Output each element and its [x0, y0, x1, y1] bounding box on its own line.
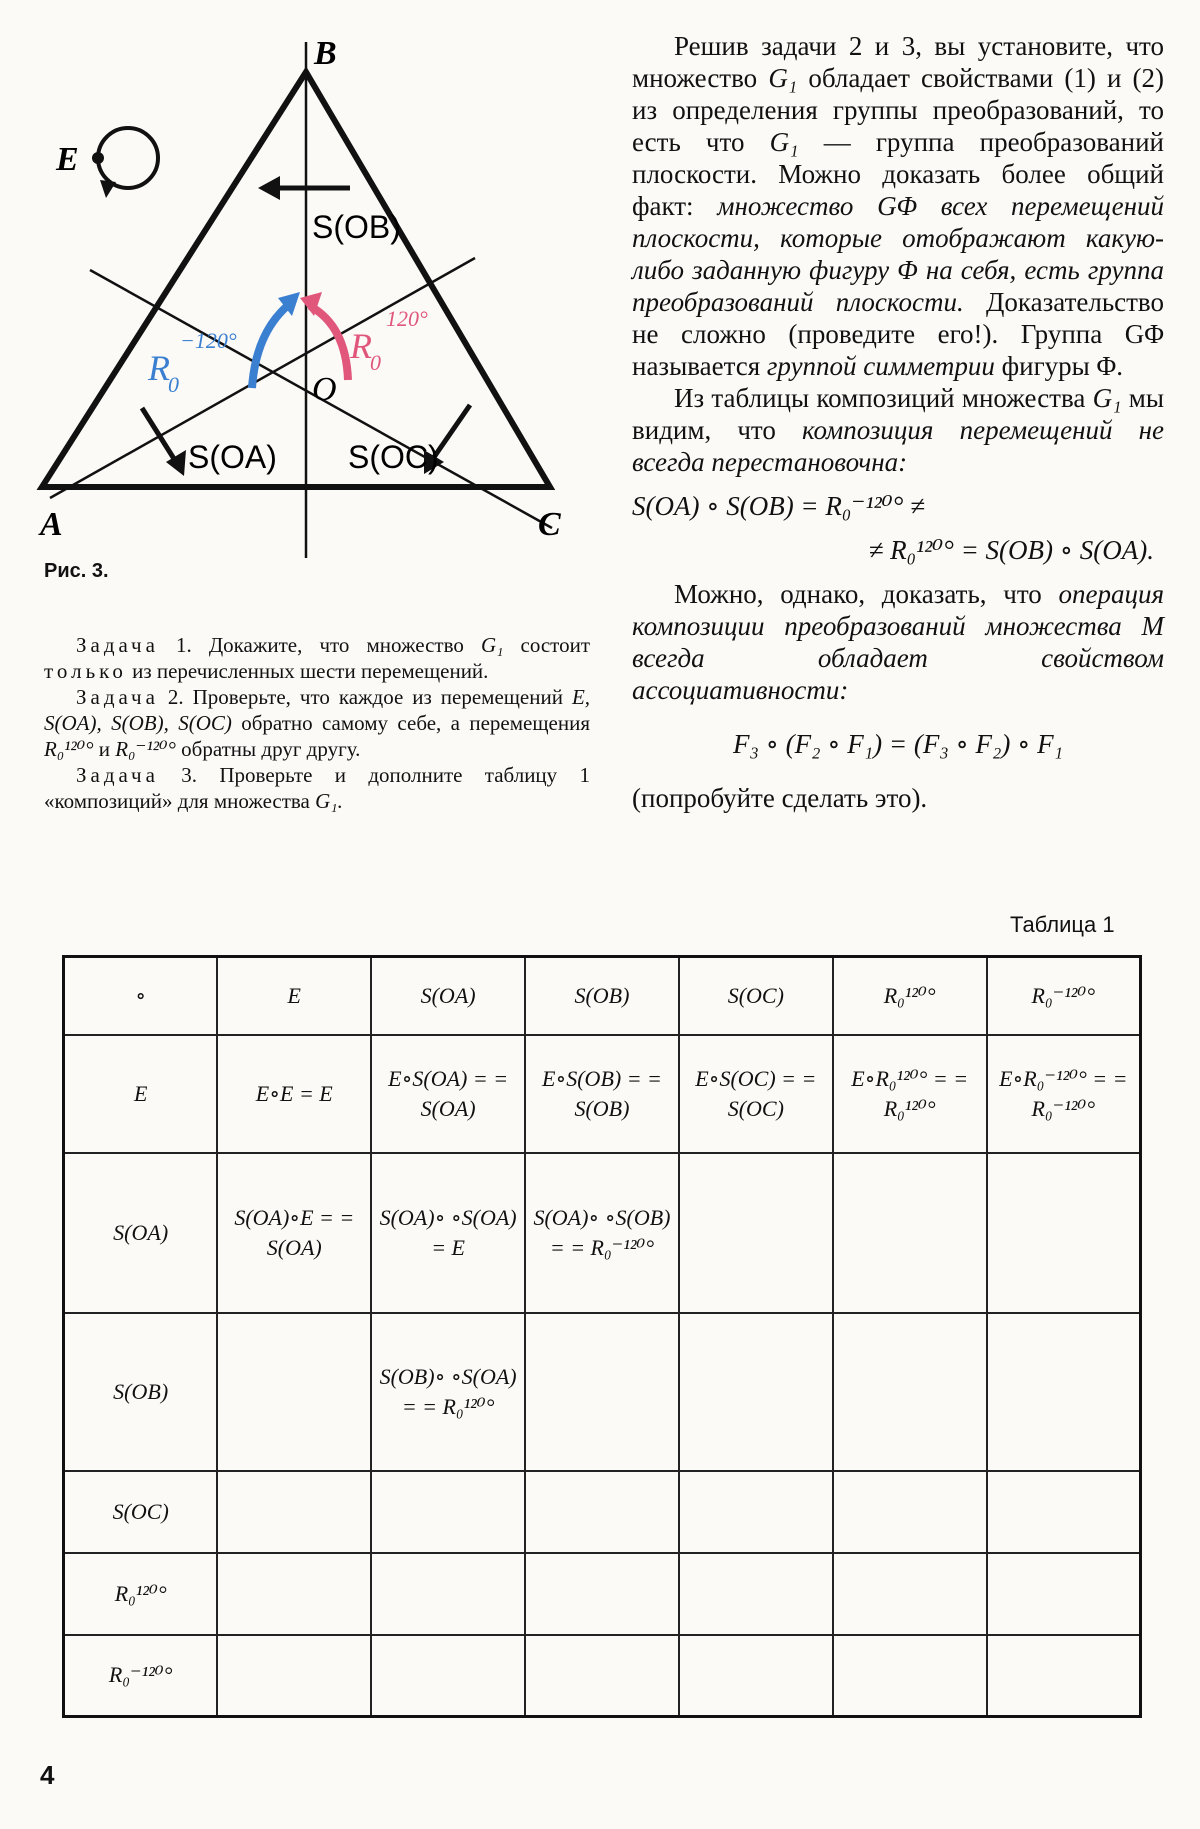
table-cell [679, 1471, 833, 1553]
paragraph-2 [632, 382, 1164, 478]
right-column [632, 30, 1164, 814]
table-cell: E∘R₀¹²⁰° = = R₀¹²⁰° [833, 1035, 987, 1153]
paragraph-4: (попробуйте сделать это). [632, 783, 928, 813]
p3-italic: операция композиции преобразований множества M всегда обладает свойством ассоциативности: [632, 579, 1165, 705]
identity-circle [98, 128, 158, 188]
label-s-oa: S(OA) [188, 439, 277, 475]
header-cell: S(OA) [371, 957, 525, 1035]
arrow-s-ob-head-icon [258, 176, 280, 200]
identity-arrow-icon [100, 180, 116, 198]
task-2-text-b: обратно самому себе, а перемещения [241, 711, 590, 735]
label-a: A [40, 506, 63, 543]
table-cell [833, 1313, 987, 1471]
task-3-set: G₁. [315, 789, 343, 813]
row-header: S(OA) [64, 1153, 218, 1313]
table-cell [371, 1635, 525, 1717]
equation-1: S(OA) ∘ S(OB) = R₀⁻¹²⁰° ≠ [632, 491, 925, 521]
task-3-number: 3. [181, 763, 197, 787]
table-cell [371, 1471, 525, 1553]
p1-text-d: Доказательство не сложно (проведите его!). Группа GΦ называется [632, 287, 1164, 381]
equation-2: ≠ R₀¹²⁰° = S(OB) ∘ S(OA). [868, 535, 1154, 565]
task-2-label: Задача [76, 685, 159, 709]
table-row [64, 1313, 1141, 1471]
table-row [64, 1153, 1141, 1313]
p1-text-c: — группа преобразований плоскости. Можно доказать более общий факт: [632, 127, 1165, 221]
table-cell [679, 1313, 833, 1471]
header-cell: ∘ [64, 957, 218, 1035]
composition-table [62, 955, 1142, 1718]
table-row [64, 1035, 1141, 1153]
table-cell [217, 1471, 371, 1553]
task-3-label: Задача [76, 763, 159, 787]
task-3 [44, 762, 590, 814]
task-2-list: E, S(OA), S(OB), S(OC) [44, 685, 591, 735]
task-2-r-minus: R₀⁻¹²⁰° [115, 737, 176, 761]
table-cell [833, 1471, 987, 1553]
equation-associativity: F₃ ∘ (F₂ ∘ F₁) = (F₃ ∘ F₂) ∘ F₁ [733, 729, 1063, 759]
table-cell [987, 1471, 1141, 1553]
identity-point [92, 152, 104, 164]
p3-text-a: Можно, однако, доказать, что [674, 579, 1042, 609]
table-cell [833, 1635, 987, 1717]
p2-italic: композиция перемещений не всегда перестановочна: [632, 415, 1165, 477]
table-title: Таблица 1 [1010, 912, 1115, 937]
table-cell: S(OA)∘ ∘S(OB) = = R₀⁻¹²⁰° [525, 1153, 679, 1313]
table-cell: E∘R₀⁻¹²⁰° = = R₀⁻¹²⁰° [987, 1035, 1141, 1153]
table-cell: S(OA)∘E = = S(OA) [217, 1153, 371, 1313]
paragraph-1 [632, 30, 1164, 382]
rotation-arc-minus [252, 302, 292, 388]
p1-italic: множество GΦ всех перемещений плоскости, которые отображают какую-либо заданную фигуру Φ на себя, есть группа преобразований плоскости. [632, 191, 1164, 317]
table-cell [987, 1553, 1141, 1635]
header-cell: R₀⁻¹²⁰° [987, 957, 1141, 1035]
header-cell: R₀¹²⁰° [833, 957, 987, 1035]
label-r-minus-sup: −120° [180, 328, 237, 353]
table-header-row [64, 957, 1141, 1035]
table-cell [525, 1553, 679, 1635]
paragraph-3 [632, 578, 1164, 706]
task-1-text-b: состоит [520, 633, 590, 657]
task-1-only: только [44, 659, 127, 683]
label-r-plus-sup: 120° [386, 306, 428, 331]
table-cell: E∘S(OB) = = S(OB) [525, 1035, 679, 1153]
figure-3 [30, 30, 620, 590]
label-b: B [314, 35, 337, 72]
page-number: 4 [40, 1760, 55, 1790]
p1-set-2: G₁ [769, 127, 799, 157]
task-2-text-c: обратны друг другу. [181, 737, 361, 761]
table-cell [987, 1153, 1141, 1313]
table-cell [679, 1553, 833, 1635]
task-1-text-a: Докажите, что множество [208, 633, 464, 657]
p1-text-a: Решив задачи 2 и 3, вы установите, что множество [632, 31, 1164, 93]
label-r-plus: R0 [350, 326, 381, 375]
table-cell [525, 1635, 679, 1717]
task-3-text: Проверьте и дополните таблицу 1 «композиций» для множества [44, 763, 591, 813]
table-cell: E∘S(OA) = = S(OA) [371, 1035, 525, 1153]
table-cell [987, 1313, 1141, 1471]
p1-italic-2: группой симметрии [766, 351, 995, 381]
table-row [64, 1471, 1141, 1553]
table-cell [217, 1313, 371, 1471]
rotation-arc-plus [310, 306, 348, 380]
task-2-and: и [98, 737, 111, 761]
table-cell [833, 1153, 987, 1313]
row-header: R₀¹²⁰° [64, 1553, 218, 1635]
label-e: E [56, 141, 79, 178]
task-1 [44, 632, 590, 684]
table-row [64, 1635, 1141, 1717]
task-2-text-a: Проверьте, что каждое из перемещений [192, 685, 563, 709]
table-cell: S(OA)∘ ∘S(OA) = E [371, 1153, 525, 1313]
table-cell [679, 1635, 833, 1717]
p1-text-e: фигуры Φ. [1001, 351, 1124, 381]
table-cell [987, 1635, 1141, 1717]
task-1-set: G₁ [480, 633, 504, 657]
task-1-text-c: из перечисленных шести перемещений. [132, 659, 489, 683]
table-cell: S(OB)∘ ∘S(OA) = = R₀¹²⁰° [371, 1313, 525, 1471]
table-row [64, 1553, 1141, 1635]
task-2 [44, 684, 590, 762]
table-cell [679, 1153, 833, 1313]
row-header: S(OB) [64, 1313, 218, 1471]
p1-text-b: обладает свойствами (1) и (2) из определения группы преобразований, то есть что [632, 63, 1165, 157]
task-1-number: 1. [175, 633, 192, 657]
row-header: S(OC) [64, 1471, 218, 1553]
row-header: E [64, 1035, 218, 1153]
p2-text-a: Из таблицы композиций множества [674, 383, 1086, 413]
p1-set: G₁ [768, 63, 798, 93]
table-cell [217, 1553, 371, 1635]
task-2-r-plus: R₀¹²⁰° [44, 737, 94, 761]
header-cell: E [217, 957, 371, 1035]
label-r-minus: R0 [148, 348, 179, 397]
table-cell [217, 1635, 371, 1717]
figure-caption: Рис. 3. [44, 560, 109, 582]
arrow-s-oa [142, 408, 176, 462]
task-1-label: Задача [76, 633, 159, 657]
p2-text-b: мы видим, что [632, 383, 1165, 445]
table-cell [525, 1313, 679, 1471]
table-cell [525, 1471, 679, 1553]
header-cell: S(OC) [679, 957, 833, 1035]
label-s-ob: S(OB) [312, 209, 401, 245]
header-cell: S(OB) [525, 957, 679, 1035]
label-o: O [312, 371, 337, 408]
table-cell: E∘E = E [217, 1035, 371, 1153]
table-cell [833, 1553, 987, 1635]
triangle-abc [42, 72, 550, 487]
label-c: C [538, 506, 561, 543]
table-cell [371, 1553, 525, 1635]
tasks-block [44, 632, 590, 814]
row-header: R₀⁻¹²⁰° [64, 1635, 218, 1717]
p2-set: G₁ [1092, 383, 1122, 413]
label-s-oc: S(OC) [348, 439, 439, 475]
table-cell: E∘S(OC) = = S(OC) [679, 1035, 833, 1153]
task-2-number: 2. [167, 685, 184, 709]
